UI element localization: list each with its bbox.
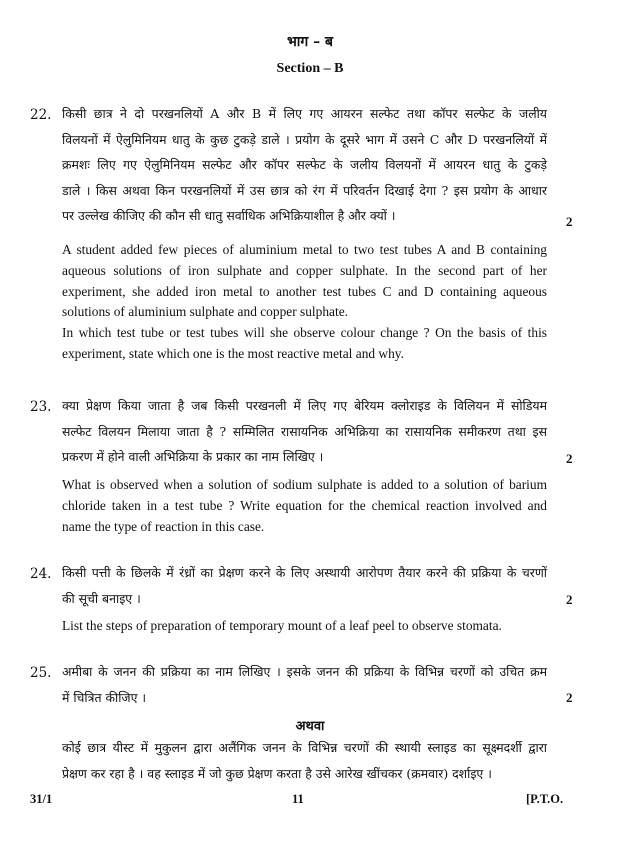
footer-pto: [P.T.O. bbox=[526, 792, 564, 806]
question-24-number: 24. bbox=[30, 566, 52, 582]
q24-english-line: List the steps of preparation of temporary mount of a leaf peel to observe stomata. bbox=[62, 618, 502, 633]
question-23-marks: 2 bbox=[566, 451, 573, 466]
question-22-number: 22. bbox=[30, 107, 52, 123]
or-hindi-line: कोई छात्र यीस्ट में मुकुलन द्वारा अलैंगिक जनन के विभिन्न चरणों की स्थायी स्लाइड का सूक्ष्मदर्शी द्वारा bbox=[62, 740, 547, 755]
q24-hindi-line: किसी पत्ती के छिलके में रंध्रों का प्रेक्षण करने के लिए अस्थायी आरोपण तैयार करने की प्रक्रिया के चरणों bbox=[62, 565, 547, 580]
q23-english-line: What is observed when a solution of sodium sulphate is added to a solution of barium bbox=[62, 477, 547, 492]
q22-english-line: experiment, state which one is the most reactive metal and why. bbox=[62, 345, 404, 361]
question-23-number: 23. bbox=[30, 399, 52, 415]
or-label: अथवा bbox=[295, 719, 325, 734]
question-22-english bbox=[62, 240, 547, 365]
q22-hindi-line: क्रमशः लिए गए ऐलुमिनियम सल्फेट और कॉपर सल्फेट के जलीय विलयनों में आयरन धातु के टुकड़े bbox=[62, 157, 547, 173]
question-23-hindi bbox=[62, 393, 547, 470]
question-23-english bbox=[62, 475, 547, 537]
q23-hindi-line: प्रकरण में होने वाली अभिक्रिया के प्रकार का नाम लिखिए । bbox=[62, 449, 324, 465]
question-22-marks: 2 bbox=[566, 214, 573, 229]
or-alternative-question bbox=[62, 735, 547, 786]
question-24-english bbox=[62, 616, 547, 637]
question-24-hindi bbox=[62, 560, 547, 611]
q24-hindi-line: की सूची बनाइए । bbox=[62, 590, 141, 606]
q22-english-line: aqueous solutions of iron sulphate and copper sulphate. In the second part of her bbox=[62, 262, 547, 278]
question-25-number: 25. bbox=[30, 665, 52, 681]
q22-hindi-line: किसी छात्र ने दो परखनलियों A और B में लिए गए आयरन सल्फेट तथा कॉपर सल्फेट के जलीय bbox=[62, 106, 547, 121]
or-hindi-line: प्रेक्षण कर रहा है । वह स्लाइड में जो कुछ प्रेक्षण करता है उसे आरेख खींचकर (क्रमवार) दर्शाइए । bbox=[62, 765, 492, 781]
q22-hindi-line: डाले । किस अथवा किन परखनलियों में उस छात्र को रंग में परिवर्तन दिखाई देगा ? इस प्रयोग के आधार bbox=[62, 182, 547, 198]
section-hindi-title: भाग – ब bbox=[286, 34, 334, 50]
q25-hindi-line: अमीबा के जनन की प्रक्रिया का नाम लिखिए । इसके जनन की प्रक्रिया के विभिन्न चरणों को उचित क्रम bbox=[62, 664, 547, 679]
q25-hindi-line: में चित्रित कीजिए । bbox=[62, 689, 147, 705]
q22-english-line: solutions of aluminium sulphate and copper sulphate. bbox=[62, 304, 348, 320]
q22-english-line: A student added few pieces of aluminium metal to two test tubes A and B containing bbox=[62, 242, 547, 257]
section-english-title: Section – B bbox=[276, 61, 344, 76]
q23-hindi-line: सल्फेट विलयन मिलाया जाता है ? सम्मिलित रासायनिक अभिक्रिया का रासायनिक समीकरण तथा इस bbox=[62, 423, 547, 439]
question-25-marks: 2 bbox=[566, 690, 573, 705]
question-24-marks: 2 bbox=[566, 592, 573, 607]
q22-hindi-line: पर उल्लेख कीजिए की कौन सी धातु सर्वाधिक अभिक्रियाशील है और क्यों । bbox=[62, 208, 396, 224]
q22-hindi-line: विलयनों में ऐलुमिनियम धातु के कुछ टुकड़े डाले । प्रयोग के दूसरे भाग में उसने C और D परखनलियों में bbox=[62, 131, 547, 147]
footer-page-number: 11 bbox=[292, 792, 304, 806]
footer-paper-code: 31/1 bbox=[30, 792, 53, 806]
q22-english-line: experiment, she added iron metal to another test tubes C and D containing aqueous bbox=[62, 283, 547, 299]
question-25-hindi bbox=[62, 659, 547, 710]
q22-english-line: In which test tube or test tubes will she observe colour change ? On the basis of this bbox=[62, 325, 547, 341]
question-22-hindi bbox=[62, 101, 547, 229]
q23-english-line: chloride taken in a test tube ? Write equation for the chemical reaction involved and bbox=[62, 497, 547, 513]
q23-hindi-line: क्या प्रेक्षण किया जाता है जब किसी परखनली में लिए गए बेरियम क्लोराइड के विलियन में सोडियम bbox=[62, 398, 547, 413]
q23-english-line: name the type of reaction in this case. bbox=[62, 518, 265, 534]
